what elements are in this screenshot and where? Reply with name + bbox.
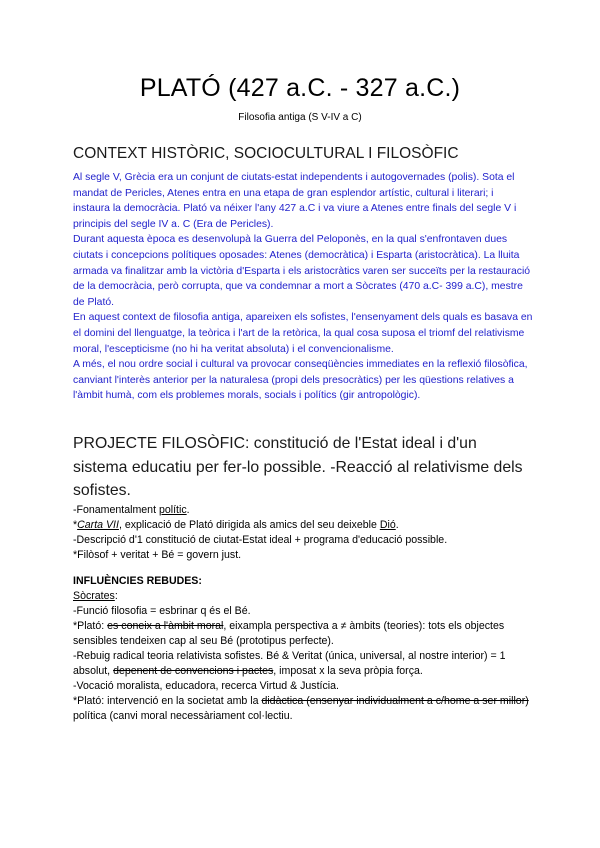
note-text: , explicació de Plató dirigida als amics del seu deixeble bbox=[118, 519, 380, 531]
note-line bbox=[73, 694, 543, 724]
struck-text: depenent de convencions i pactes bbox=[113, 665, 274, 677]
note-text: . bbox=[186, 504, 190, 516]
note-text: -Rebuig radical teoria relativista sofistes. Bé & Veritat (única, universal, al nostre interior) = 1 absolut, bbox=[73, 650, 506, 677]
struck-text: es coneix a l'àmbit moral bbox=[107, 620, 224, 632]
note-line: *Filòsof + veritat + Bé = govern just. bbox=[73, 549, 242, 561]
fonament-section bbox=[73, 503, 543, 563]
influences-section bbox=[73, 574, 543, 724]
note-text: , eixampla perspectiva a ≠ àmbits (teories): tots els objectes sensibles tendeixen cap al seu Bé (prototipus perfecte). bbox=[73, 620, 505, 647]
socrates-label: Sòcrates bbox=[73, 590, 115, 602]
influences-heading: INFLUÈNCIES REBUDES: bbox=[73, 575, 202, 587]
note-text: *Plató: bbox=[73, 620, 108, 632]
context-paragraph: Durant aquesta època es desenvolupà la Guerra del Peloponès, en la qual s'enfrontaven dues ciutats i concepcions polítiques oposades: Atenes (democràtica) i Esparta (aristocràtica). La lluita armada va finalitzar amb la victòria d'Esparta i els aristocràtics varen ser succeïts per la restauració de la democràcia, però corrupta, que va condemnar a mort a Sòcrates (470 a.C- 399 a.C), mestre de Plató. bbox=[73, 234, 531, 308]
note-line bbox=[73, 518, 543, 533]
underlined-term: Dió bbox=[379, 519, 396, 531]
note-text: : bbox=[114, 590, 118, 602]
note-text: -Fonamentalment bbox=[73, 504, 159, 516]
project-heading: PROJECTE FILOSÒFIC: constitució de l'Estat ideal i d'un sistema educatiu per fer-lo possible. -Reacció al relativisme dels sofistes. bbox=[73, 435, 523, 499]
page-subtitle: Filosofia antiga (S V-IV a C) bbox=[238, 112, 362, 123]
note-text: , imposat x la seva pròpia força. bbox=[273, 665, 423, 677]
note-text: *Plató: intervenció en la societat amb la bbox=[73, 695, 262, 707]
note-line: -Descripció d'1 constitució de ciutat-Estat ideal + programa d'educació possible. bbox=[73, 534, 448, 546]
page-title: PLATÓ (427 a.C. - 327 a.C.) bbox=[139, 74, 461, 102]
context-paragraph: A més, el nou ordre social i cultural va provocar conseqüències immediates en la reflexió filosòfica, canviant l'interès anterior per la naturalesa (propi dels presocràtics) per les qüestions relatives a l'àmbit humà, com els problemes morals, socials i polítics (gir antropològic). bbox=[73, 359, 528, 402]
note-line bbox=[73, 619, 543, 649]
context-paragraph: En aquest context de filosofia antiga, apareixen els sofistes, l'ensenyament dels quals es basava en el domini del llenguatge, la teòrica i l'art de la retòrica, la qual cosa suposa el triomf del relativisme moral, l'escepticisme (no hi ha veritat absoluta) i el convencionalisme. bbox=[73, 312, 533, 355]
context-paragraph: Al segle V, Grècia era un conjunt de ciutats-estat independents i autogovernades (polis). Sota el mandat de Pericles, Atenes entra en una etapa de gran esplendor artístic, cultural i literari; i instaura la democràcia. Plató va néixer l'any 427 a.C i va viure a Atenes entre finals del segle V i principis del segle IV a. C (Era de Pericles). bbox=[73, 172, 517, 230]
note-text: * bbox=[73, 519, 78, 531]
note-line bbox=[73, 589, 543, 604]
note-line bbox=[73, 503, 543, 518]
note-line: -Funció filosofia = esbrinar q és el Bé. bbox=[73, 605, 251, 617]
note-text: . bbox=[395, 519, 399, 531]
underlined-term: polític bbox=[158, 504, 187, 516]
note-line: -Vocació moralista, educadora, recerca Virtud & Justícia. bbox=[73, 680, 339, 692]
note-line bbox=[73, 649, 543, 679]
note-text: política (canvi moral necessàriament col·lectiu. bbox=[73, 710, 293, 722]
struck-text: didàctica (ensenyar individualment a c/home a ser millor) bbox=[261, 695, 529, 707]
context-section bbox=[73, 170, 533, 404]
context-heading: CONTEXT HISTÒRIC, SOCIOCULTURAL I FILOSÒFIC bbox=[73, 145, 459, 162]
carta-title: Carta VII bbox=[77, 519, 119, 531]
